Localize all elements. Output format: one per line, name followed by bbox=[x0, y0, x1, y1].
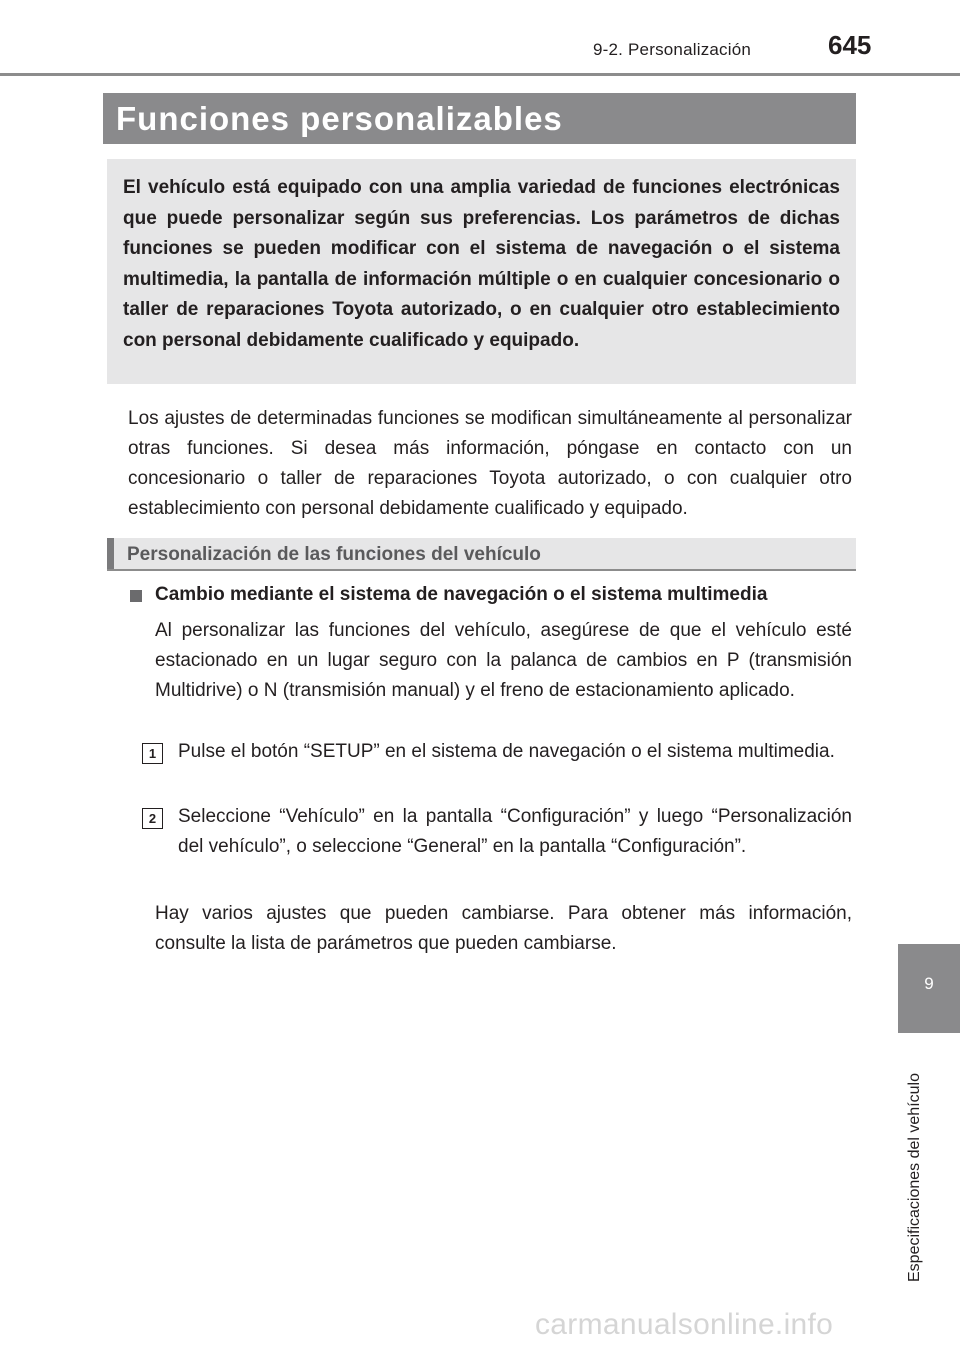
step-number-1: 1 bbox=[142, 743, 163, 764]
paragraph-simultaneous-settings: Los ajustes de determinadas funciones se modifican simultáneamente al personalizar otras funciones. Si desea más información, póngase en contacto con un concesionario o taller de reparaciones Toyota autorizado, o con cualquier otro establecimiento con personal debidamente cualificado y equipado. bbox=[128, 408, 852, 519]
intro-text: El vehículo está equipado con una amplia variedad de funciones electrónicas que puede personalizar según sus preferencias. Los parámetros de dichas funciones se pueden modificar con el sistema de navegación o el sistema multimedia, la pantalla de información múltiple o en cualquier concesionario o taller de reparaciones Toyota autorizado, o en cualquier otro establecimiento con personal debidamente cualificado y equipado. bbox=[123, 177, 840, 351]
chapter-number: 9 bbox=[924, 974, 934, 993]
intro-box bbox=[107, 159, 856, 384]
sub-heading: Cambio mediante el sistema de navegación o el sistema multimedia bbox=[155, 584, 768, 605]
step-text-2: Seleccione “Vehículo” en la pantalla “Configuración” y luego “Personalización del vehículo”, o seleccione “General” en la pantalla “Configuración”. bbox=[178, 806, 852, 857]
title-banner bbox=[103, 93, 856, 144]
header-divider bbox=[0, 73, 960, 76]
page-title: Funciones personalizables bbox=[116, 100, 563, 137]
section-heading: Personalización de las funciones del vehículo bbox=[127, 544, 541, 565]
section-heading-bar bbox=[107, 538, 856, 571]
running-header-section: 9-2. Personalización bbox=[593, 40, 752, 59]
watermark: carmanualsonline.info bbox=[535, 1308, 834, 1341]
step-number-2: 2 bbox=[142, 808, 163, 829]
chapter-label: Especificaciones del vehículo bbox=[906, 1072, 923, 1282]
section-accent bbox=[107, 538, 114, 571]
paragraph-safety-note: Al personalizar las funciones del vehículo, asegúrese de que el vehículo esté estacionado en un lugar seguro con la palanca de cambios en P (transmisión Multidrive) o N (transmisión manual) y el freno de estacionamiento aplicado. bbox=[155, 620, 852, 701]
chapter-tab[interactable] bbox=[898, 944, 960, 1033]
page-number: 645 bbox=[828, 30, 872, 60]
paragraph-more-settings: Hay varios ajustes que pueden cambiarse. Para obtener más información, consulte la lista de parámetros que pueden cambiarse. bbox=[155, 903, 852, 954]
square-bullet-icon bbox=[130, 590, 142, 602]
section-underline bbox=[107, 569, 856, 571]
step-text-1: Pulse el botón “SETUP” en el sistema de navegación o el sistema multimedia. bbox=[178, 741, 835, 762]
